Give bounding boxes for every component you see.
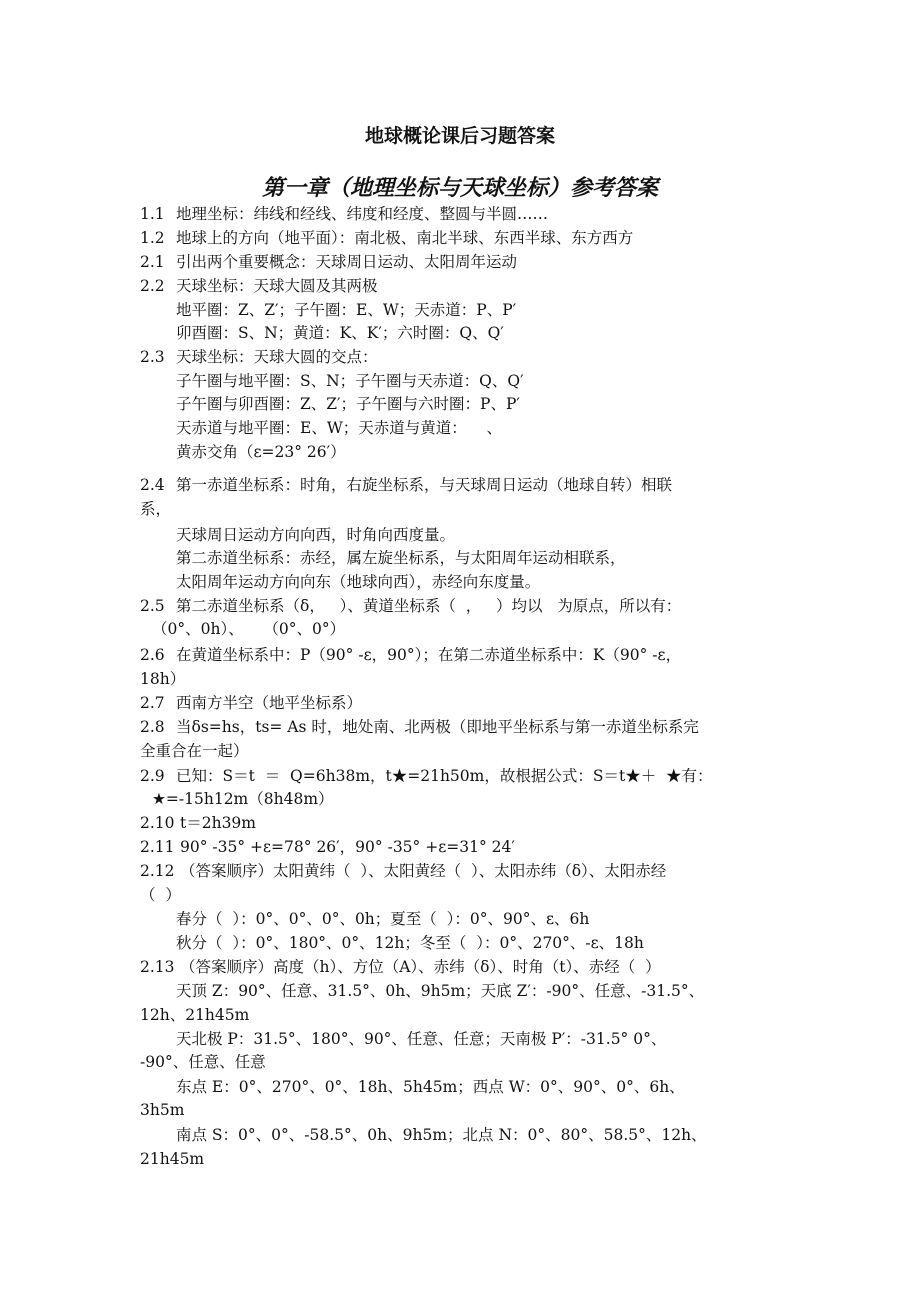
answer-line xyxy=(140,474,672,496)
item-number: 2.1 xyxy=(140,253,165,271)
item-number: 2.6 xyxy=(140,646,165,664)
item-number: 2.10 xyxy=(140,814,175,832)
answer-line xyxy=(140,595,681,617)
line-text: 太阳周年运动方向向东（地球向西），赤经向东度量。 xyxy=(176,573,541,591)
line-text: 地平圈：Z、Z′；子午圈：E、W；天赤道：P、P′ xyxy=(176,301,517,319)
answer-line xyxy=(140,860,666,882)
line-text: 天球周日运动方向向西，时角向西度量。 xyxy=(176,526,456,544)
line-text: 西南方半空（地平坐标系） xyxy=(176,694,363,712)
answer-line xyxy=(176,932,644,954)
line-text: 天北极 P：31.5°、180°、90°、任意、任意；天南极 P′：-31.5° 0°、 xyxy=(176,1030,667,1048)
answer-line xyxy=(140,668,185,690)
answer-line xyxy=(176,980,704,1002)
item-number: 2.3 xyxy=(140,348,165,366)
answer-line xyxy=(176,547,626,569)
answer-line xyxy=(140,836,515,858)
answer-line xyxy=(140,812,256,834)
line-text: 第二赤道坐标系（δ， ）、黄道坐标系（ ， ）均以 为原点，所以有： xyxy=(176,597,682,615)
item-number: 1.1 xyxy=(140,205,165,223)
line-text: t＝2h39m xyxy=(180,814,256,832)
answer-line xyxy=(176,441,346,463)
line-text: 系， xyxy=(140,500,172,518)
answer-line xyxy=(140,740,249,762)
item-number: 2.11 xyxy=(140,838,175,856)
answer-line xyxy=(176,524,455,546)
answer-line xyxy=(140,227,633,249)
answer-line xyxy=(140,498,171,520)
line-text: 第一赤道坐标系：时角，右旋坐标系，与天球周日运动（地球自转）相联 xyxy=(176,476,673,494)
item-number: 2.5 xyxy=(140,597,165,615)
answer-line xyxy=(140,203,548,225)
line-text: 在黄道坐标系中：P（90° -ε，90°）；在第二赤道坐标系中：K（90° -ε， xyxy=(176,646,682,664)
line-text: 21h45m xyxy=(140,1150,205,1168)
line-text: （答案顺序）高度（h）、方位（A）、赤纬（δ）、时角（t）、赤经（ ） xyxy=(180,958,661,976)
line-text: 3h5m xyxy=(140,1101,185,1119)
answer-line xyxy=(176,1076,685,1098)
answer-line xyxy=(176,1124,707,1146)
answer-line xyxy=(176,299,516,321)
line-text: 南点 S：0°、0°、-58.5°、0h、9h5m；北点 N：0°、80°、58.5°、12h、 xyxy=(176,1126,707,1144)
item-number: 2.13 xyxy=(140,958,175,976)
answer-line xyxy=(140,956,661,978)
line-text: 90° -35° +ε=78° 26′，90° -35° +ε=31° 24′ xyxy=(180,838,515,856)
line-text: 黄赤交角（ε=23° 26′） xyxy=(176,443,346,461)
line-text: 秋分（ ）：0°、180°、0°、12h；冬至（ ）：0°、270°、-ε、18h xyxy=(176,934,644,952)
line-text: 卯酉圈：S、N；黄道：K、K′；六时圈：Q、Q′ xyxy=(176,324,504,342)
item-number: 2.12 xyxy=(140,862,175,880)
answer-line xyxy=(140,1004,249,1026)
line-text: 当δs=hs，ts= As 时，地处南、北两极（即地平坐标系与第一赤道坐标系完 xyxy=(176,718,699,736)
answer-line xyxy=(176,393,520,415)
answer-line xyxy=(152,618,345,640)
answer-line xyxy=(140,716,699,738)
item-number: 2.4 xyxy=(140,476,165,494)
line-text: ★=-15h12m（8h48m） xyxy=(152,790,334,808)
answer-line xyxy=(176,571,540,593)
document-title: 地球概论课后习题答案 xyxy=(364,125,555,147)
line-text: 东点 E：0°、270°、0°、18h、5h45m；西点 W：0°、90°、0°、6h、 xyxy=(176,1078,685,1096)
line-text: 已知：S＝t ＝ Q=6h38m，t★=21h50m，故根据公式：S＝t★＋ ★有： xyxy=(176,767,713,785)
line-text: （ ） xyxy=(140,886,181,904)
answer-line xyxy=(140,346,378,368)
item-number: 2.9 xyxy=(140,767,165,785)
line-text: 天顶 Z：90°、任意、31.5°、0h、9h5m；天底 Z′：-90°、任意、-31.5°、 xyxy=(176,982,705,1000)
line-text: 天球坐标：天球大圆的交点： xyxy=(176,348,378,366)
answer-line xyxy=(140,1051,266,1073)
line-text: （0°、0h）、 （0°、0°） xyxy=(152,620,346,638)
answer-line xyxy=(140,275,378,297)
line-text: 子午圈与卯酉圈：Z、Z′；子午圈与六时圈：P、P′ xyxy=(176,395,520,413)
chapter-title: 第一章（地理坐标与天球坐标）参考答案 xyxy=(261,175,658,201)
answer-line xyxy=(140,1148,204,1170)
answer-line xyxy=(176,1028,666,1050)
line-text: 引出两个重要概念：天球周日运动、太阳周年运动 xyxy=(176,253,518,271)
answer-line xyxy=(140,765,713,787)
line-text: 春分（ ）：0°、0°、0°、0h；夏至（ ）：0°、90°、ε、6h xyxy=(176,910,590,928)
answer-line xyxy=(140,692,362,714)
answer-line xyxy=(140,644,681,666)
item-number: 1.2 xyxy=(140,229,165,247)
line-text: 子午圈与地平圈：S、N；子午圈与天赤道：Q、Q′ xyxy=(176,372,524,390)
answer-line xyxy=(176,908,589,930)
answer-line xyxy=(140,1099,184,1121)
line-text: 地球上的方向（地平面）：南北极、南北半球、东西半球、东方西方 xyxy=(176,229,634,247)
item-number: 2.8 xyxy=(140,718,165,736)
line-text: （答案顺序）太阳黄纬（ ）、太阳黄经（ ）、太阳赤纬（δ）、太阳赤经 xyxy=(180,862,667,880)
line-text: 天赤道与地平圈：E、W；天赤道与黄道： 、 xyxy=(176,419,502,437)
item-number: 2.2 xyxy=(140,277,165,295)
answer-line xyxy=(140,884,181,906)
line-text: 地理坐标：纬线和经线、纬度和经度、整圆与半圆…… xyxy=(176,205,549,223)
answer-line xyxy=(152,788,334,810)
answer-line xyxy=(176,322,504,344)
line-text: 第二赤道坐标系：赤经，属左旋坐标系，与太阳周年运动相联系， xyxy=(176,549,626,567)
item-number: 2.7 xyxy=(140,694,165,712)
line-text: -90°、任意、任意 xyxy=(140,1053,266,1071)
line-text: 全重合在一起） xyxy=(140,742,249,760)
line-text: 天球坐标：天球大圆及其两极 xyxy=(176,277,378,295)
answer-line xyxy=(176,417,502,439)
answer-line xyxy=(140,251,517,273)
line-text: 18h） xyxy=(140,670,186,688)
answer-line xyxy=(176,370,524,392)
line-text: 12h、21h45m xyxy=(140,1006,250,1024)
